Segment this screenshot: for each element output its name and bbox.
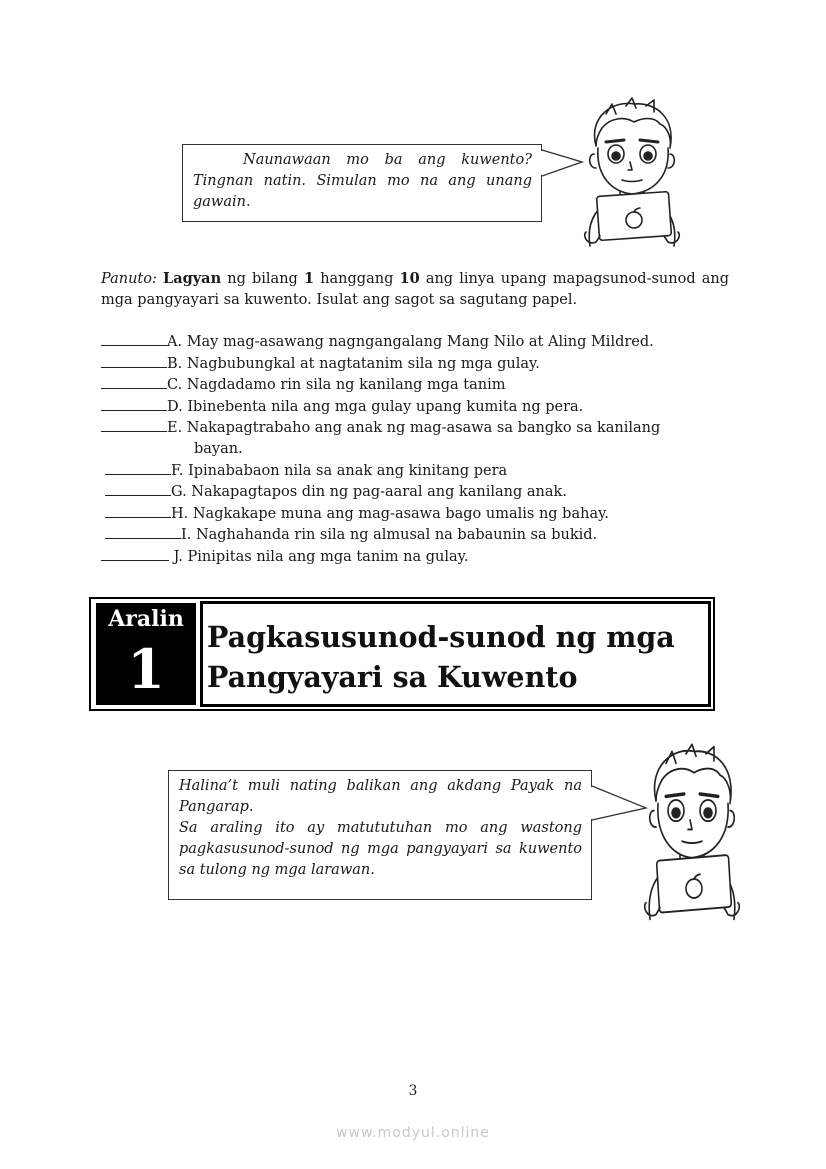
list-item — [101, 417, 741, 439]
list-item — [101, 546, 741, 568]
lesson-title-line-1: Pagkasusunod-sunod ng mga — [207, 620, 675, 654]
item-text: C. Nagdadamo rin sila ng kanilang mga tanim — [167, 377, 506, 394]
answer-blank[interactable] — [101, 353, 167, 368]
item-text: J. Pinipitas nila ang mga tanim na gulay. — [169, 548, 469, 565]
speech-bubble-top — [182, 144, 542, 222]
lesson-label: Aralin — [108, 606, 184, 632]
instructions-label: Panuto: — [101, 271, 157, 287]
answer-blank[interactable] — [105, 524, 181, 539]
list-item — [101, 481, 741, 503]
answer-blank[interactable] — [101, 374, 167, 389]
bubble-bottom-line-2: Sa araling ito ay matututuhan mo ang wastong pagkasusunod-sunod ng mga pangyayari sa kuwento sa tulong ng mga larawan. — [179, 820, 582, 878]
item-text: I. Naghahanda rin sila ng almusal na babaunin sa bukid. — [181, 527, 598, 544]
item-text: E. Nakapagtrabaho ang anak ng mag-asawa sa bangko sa kanilang — [167, 420, 661, 437]
instructions-text-2: hanggang — [314, 271, 400, 287]
item-text: G. Nakapagtapos din ng pag-aaral ang kanilang anak. — [171, 484, 567, 501]
item-text: F. Ipinababaon nila sa anak ang kinitang pera — [171, 462, 508, 479]
bubble-bottom-line-1: Halina’t muli nating balikan ang akdang Payak na Pangarap. — [179, 778, 582, 815]
list-item — [101, 353, 741, 375]
list-item — [101, 374, 741, 396]
instructions-text-3: ang linya upang mapagsunod-sunod ang mga pangyayari sa kuwento. Isulat ang sagot sa sagutang papel. — [101, 271, 729, 308]
instructions — [101, 268, 729, 311]
item-text: H. Nagkakape muna ang mag-asawa bago umalis ng bahay. — [171, 505, 609, 522]
bubble-top-text: Naunawaan mo ba ang kuwento? Tingnan natin. Simulan mo na ang unang gawain. — [193, 152, 532, 210]
list-item — [101, 396, 741, 418]
lesson-number: 1 — [127, 637, 165, 701]
answer-blank[interactable] — [105, 481, 171, 496]
boy-character-icon — [576, 96, 688, 250]
page-number: 3 — [408, 1083, 418, 1099]
sequence-items-list — [101, 331, 741, 568]
answer-blank[interactable] — [105, 460, 171, 475]
list-item — [101, 331, 741, 353]
boy-character-icon — [636, 742, 748, 924]
list-item — [101, 503, 741, 525]
answer-blank[interactable] — [101, 546, 169, 561]
answer-blank[interactable] — [101, 396, 167, 411]
item-text: D. Ibinebenta nila ang mga gulay upang kumita ng pera. — [167, 398, 584, 415]
item-text: A. May mag-asawang nagngangalang Mang Nilo at Aling Mildred. — [167, 334, 654, 350]
instructions-number-start: 1 — [303, 270, 315, 287]
instructions-text-1: ng bilang — [221, 271, 304, 287]
answer-blank[interactable] — [105, 503, 171, 518]
instructions-number-end: 10 — [399, 270, 420, 287]
instructions-keyword: Lagyan — [163, 270, 222, 287]
list-item-continuation: bayan. — [194, 440, 243, 457]
list-item — [101, 524, 741, 546]
answer-blank[interactable] — [101, 331, 167, 346]
watermark: www.modyul.online — [336, 1125, 490, 1141]
answer-blank[interactable] — [101, 417, 167, 432]
item-text: B. Nagbubungkal at nagtatanim sila ng mga gulay. — [167, 355, 540, 372]
lesson-title-line-2: Pangyayari sa Kuwento — [207, 660, 578, 694]
lesson-title — [207, 617, 712, 697]
speech-bubble-bottom — [168, 770, 592, 900]
list-item — [101, 460, 741, 482]
